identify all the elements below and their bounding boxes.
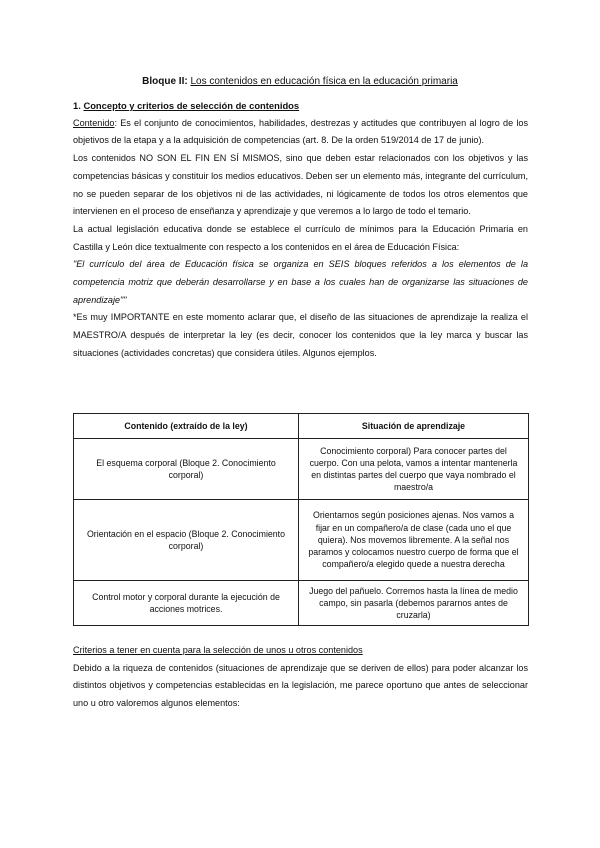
table-cell-contenido: Orientación en el espacio (Bloque 2. Conocimiento corporal) (74, 500, 299, 581)
examples-table (73, 413, 529, 626)
section-title: Concepto y criterios de selección de contenidos (83, 100, 300, 111)
table-cell-situacion: Orientarnos según posiciones ajenas. Nos vamos a fijar en un compañero/a de clase (cada uno el que quiera). Nos movemos libremente. A la señal nos paramos y colocamos nuestro cuerpo de forma que el compañero/a elegido quede a nuestra derecha (299, 500, 529, 581)
table-cell-situacion: Juego del pañuelo. Corremos hasta la línea de medio campo, sin pasarla (debemos pararnos antes de cruzarla) (299, 581, 529, 626)
definition-text: : Es el conjunto de conocimientos, habilidades, destrezas y actitudes que contribuyen al logro de los objetivos de la etapa y a la adquisición de competencias (art. 8. De la orden 519/2014 de 17 de junio). (73, 117, 528, 146)
page-title (0, 76, 600, 87)
table-header-row (74, 414, 529, 439)
table-row (74, 581, 529, 626)
paragraph-legislacion: La actual legislación educativa donde se establece el currículo de mínimos para la Educación Primaria en Castilla y León dice textualmente con respecto a los contenidos en el área de Educación Física: (73, 223, 528, 252)
section-heading (73, 97, 528, 115)
paragraph-contenidos: Los contenidos NO SON EL FIN EN SÍ MISMOS, sino que deben estar relacionados con los objetivos y las competencias básicas y constituir los medios educativos. Deben ser un elemento más, integrante del currículum, no se pueden separar de los objetivos ni de las actividades, ni lógicamente de todos los otros elementos que intervienen en el proceso de enseñanza y aprendizaje y que veremos a lo largo de todo el temario. (73, 153, 528, 217)
criterios-section (73, 642, 528, 713)
table-row (74, 500, 529, 581)
table-cell-contenido: El esquema corporal (Bloque 2. Conocimiento corporal) (74, 439, 299, 500)
paragraph-importante: *Es muy IMPORTANTE en este momento aclarar que, el diseño de las situaciones de aprendizaje la realiza el MAESTRO/A después de interpretar la ley (es decir, conocer los contenidos que la ley marca y buscar las situaciones (actividades concretas) que considera útiles. Algunos ejemplos. (73, 312, 528, 358)
table-row (74, 439, 529, 500)
paragraph-quote: "El currículo del área de Educación física se organiza en SEIS bloques referidos a los elementos de la competencia motriz que deberán desarrollarse y en base a los cuales han de organizarse las situaciones de aprendizaje"" (73, 259, 528, 305)
title-text: Los contenidos en educación física en la educación primaria (190, 76, 458, 87)
definition-label: Contenido (73, 117, 115, 128)
paragraph-definition (73, 115, 528, 150)
criterios-paragraph: Debido a la riqueza de contenidos (situaciones de aprendizaje que se deriven de ellos) para poder alcanzar los distintos objetivos y competencias establecidas en la legislación, me parece oportuno que antes de seleccionar uno u otro valoremos algunos elementos: (73, 662, 528, 709)
section-number: 1. (73, 100, 81, 111)
main-text (73, 97, 528, 363)
criterios-title: Criterios a tener en cuenta para la selección de unos u otros contenidos (73, 645, 363, 655)
table-cell-situacion: Conocimiento corporal) Para conocer partes del cuerpo. Con una pelota, vamos a intentar mantenerla en distintas partes del cuerpo que vaya nombrado el maestro/a (299, 439, 529, 500)
title-bold: Bloque II: (142, 76, 188, 87)
table-header-contenido: Contenido (extraído de la ley) (74, 414, 299, 439)
table-header-situacion: Situación de aprendizaje (299, 414, 529, 439)
table-cell-contenido: Control motor y corporal durante la ejecución de acciones motrices. (74, 581, 299, 626)
criterios-heading (73, 642, 528, 660)
